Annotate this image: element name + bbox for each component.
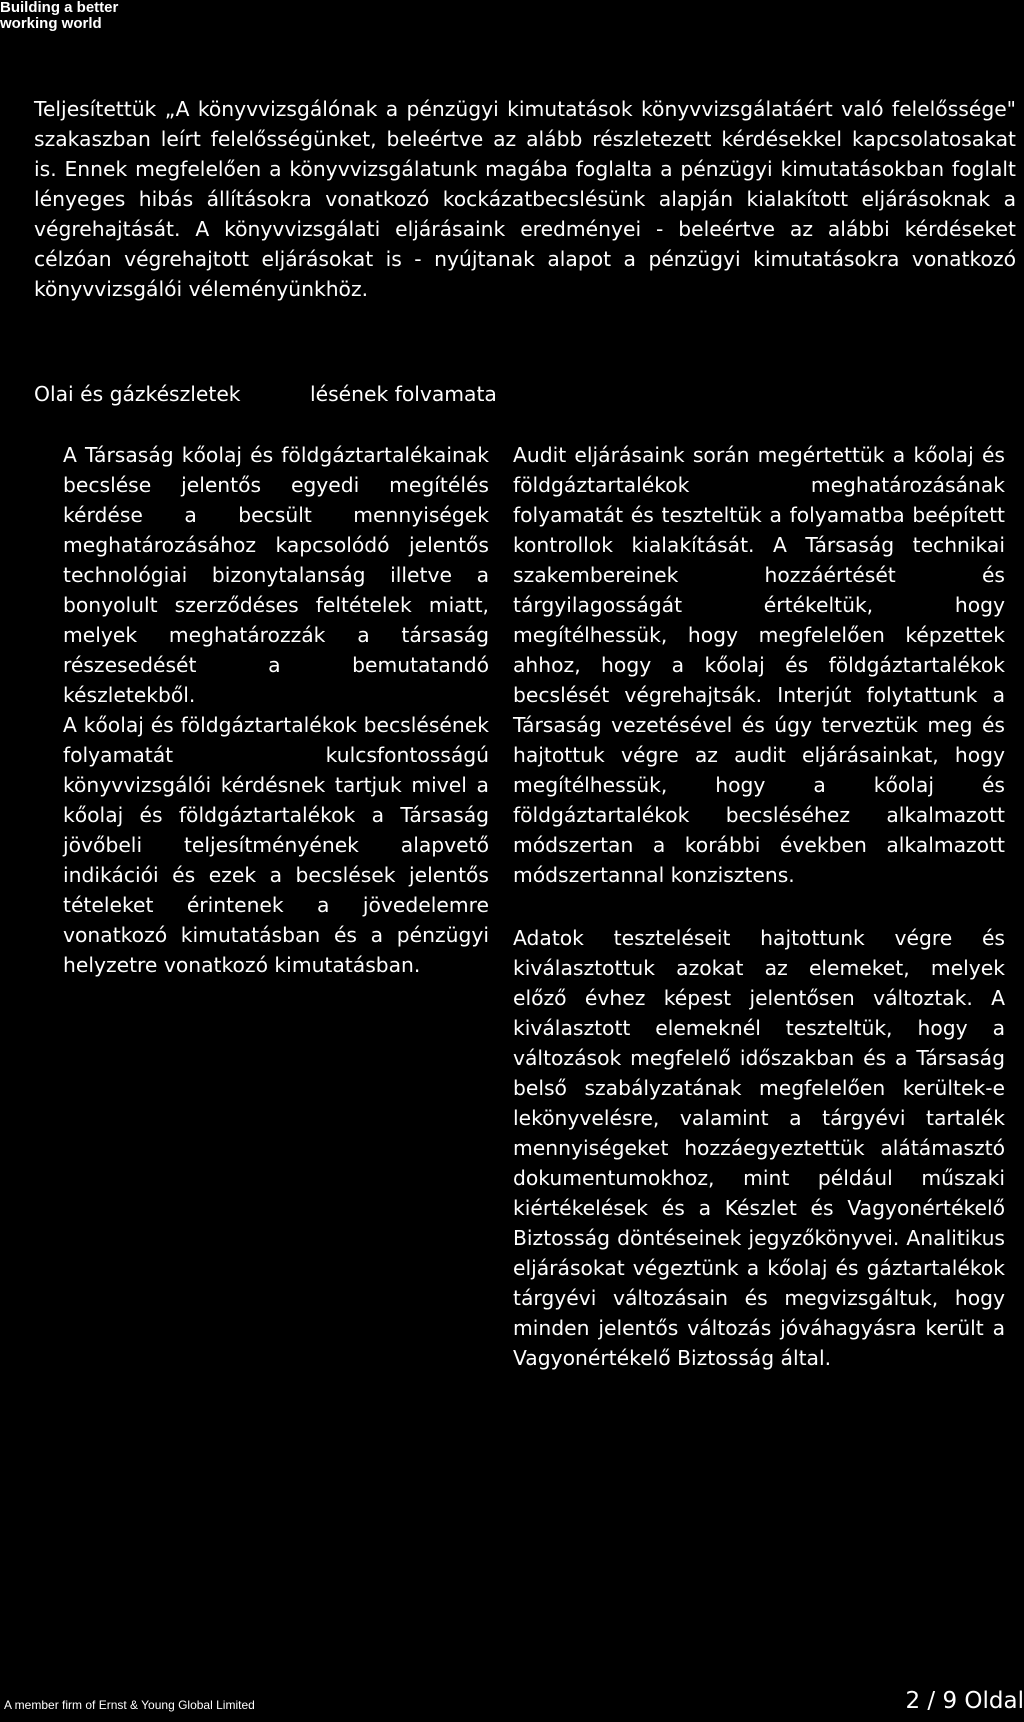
audit-response-column [513, 440, 1005, 1373]
section-heading [34, 379, 734, 409]
audit-response-paragraph: Audit eljárásaink során megértettük a kőolaj és földgáztartalékok meghatározásának folyamatát és teszteltük a folyamatba beépített kontrollok kialakítását. A Társaság technikai szakembereinek hozzáértését és tárgyilagosságát értékeltük, hogy megítélhessük, hogy megfelelően képzettek ahhoz, hogy a kőolaj és földgáztartalékok becslését végrehajtsák. Interjút folytattunk a Társaság vezetésével és úgy terveztük meg és hajtottuk végre az audit eljárásainkat, hogy megítélhessük, hogy a kőolaj és földgáztartalékok becsléséhez alkalmazott módszertan a korábbi években alkalmazott módszertannal konzisztens. [513, 443, 1005, 887]
key-matter-paragraph: A Társaság kőolaj és földgáztartalékainak becslése jelentős egyedi megítélés kérdése a becsült mennyiségek meghatározásához kapcsolódó jelentős technológiai bizonytalanság illetve a bonyolult szerződéses feltételek miatt, melyek meghatározzák a társaság részesedését a bemutatandó készletekből. [63, 443, 489, 707]
key-matter-description-column [63, 440, 489, 980]
key-matter-paragraph: A kőolaj és földgáztartalékok becslésének folyamatát kulcsfontosságú könyvvizsgálói kérdésnek tartjuk mivel a kőolaj és földgáztartalékok a Társaság jövőbeli teljesítményének alapvető indikációi és ezek a becslések jelentős tételeket érintenek a jövedelemre vonatkozó kimutatásban és a pénzügyi helyzetre vonatkozó kimutatásban. [63, 713, 489, 977]
brand-tagline-line1: Building a better [0, 0, 119, 16]
section-heading-part1: Olai és gázkészletek [34, 382, 241, 406]
brand-tagline [0, 0, 118, 32]
brand-tagline-line2: working world [0, 15, 102, 32]
section-heading-part2: lésének folvamata [310, 382, 497, 406]
intro-paragraph: Teljesítettük „A könyvvizsgálónak a pénzügyi kimutatások könyvvizsgálatáért való felelőssége" szakaszban leírt felelősségünket, beleértve az alább részletezett kérdésekkel kapcsolatosakat is. Ennek megfelelően a könyvvizsgálatunk magába foglalta a pénzügyi kimutatásokban foglalt lényeges hibás állításokra vonatkozó kockázatbecslésünk alapján kialakított eljárásoknak a végrehajtását. A könyvvizsgálati eljárásaink eredményei - beleértve az alábbi kérdéseket célzóan végrehajtott eljárásokat is - nyújtanak alapot a pénzügyi kimutatásokra vonatkozó könyvvizsgálói véleményünkhöz. [34, 97, 1016, 301]
page-number: 2 / 9 Oldal [905, 1688, 1024, 1714]
audit-response-paragraph: Adatok teszteléseit hajtottunk végre és kiválasztottuk azokat az elemeket, melyek előző évhez képest jelentősen változtak. A kiválasztott elemeknél teszteltük, hogy a változások megfelelő időszakban és a Társaság belső szabályzatának megfelelően kerültek-e lekönyvelésre, valamint a tárgyévi tartalék mennyiségeket hozzáegyeztettük alátámasztó dokumentumokhoz, mint például műszaki kiértékelések és a Készlet és Vagyonértékelő Biztosság döntéseinek jegyzőkönyvei. Analitikus eljárásokat végeztünk a kőolaj és gáztartalékok tárgyévi változásain és megvizsgáltuk, hogy minden jelentős változás jóváhagyásra került a Vagyonértékelő Biztosság által. [513, 926, 1005, 1370]
footer-member-text: A member firm of Ernst & Young Global Limited [4, 1698, 255, 1712]
